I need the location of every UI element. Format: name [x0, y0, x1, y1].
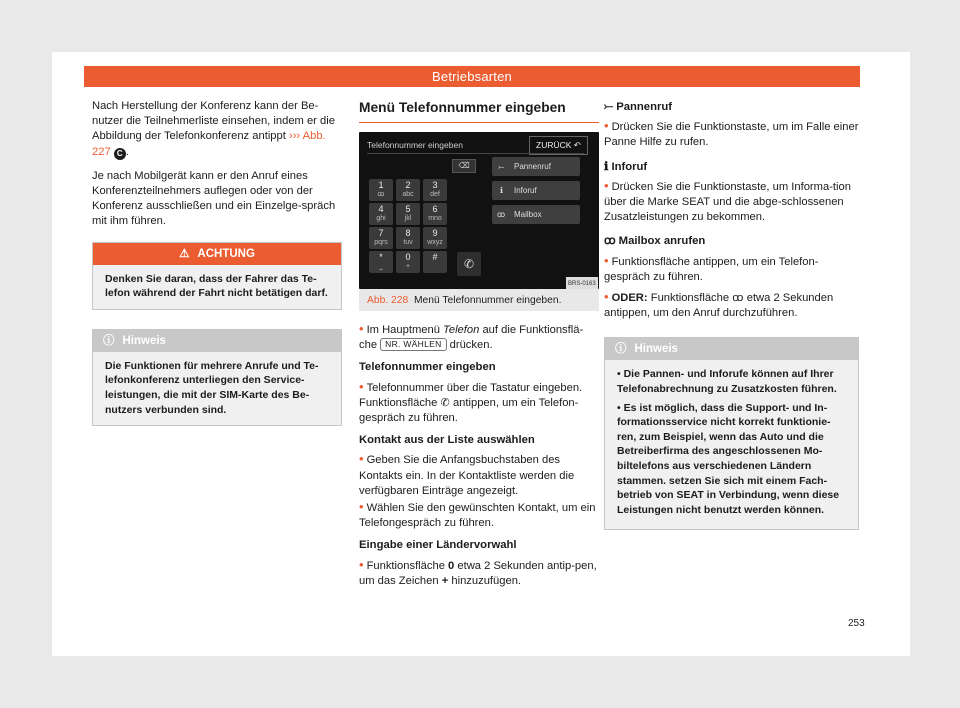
- column-left: [92, 99, 342, 426]
- inforuf-text: • Drücken Sie die Funktionstaste, um Informa-tion über die Marke SEAT und die abge-schlossenen Zusatzleistungen zu bekommen.: [604, 177, 851, 224]
- note-list: [605, 360, 858, 529]
- section-heading: Menü Telefonnummer eingeben: [359, 99, 599, 123]
- note-item: • Die Pannen- und Inforufe können auf Ihrer Telefonabrechnung zu Zusatzkosten führen.: [617, 368, 837, 396]
- keypad-key[interactable]: 8 tuv: [396, 227, 420, 249]
- key-label: NR. WÄHLEN: [380, 338, 446, 351]
- screen-title: Telefonnummer eingeben: [367, 140, 463, 150]
- note-box: [92, 329, 342, 426]
- figure-caption: Abb. 228 Menü Telefonnummer eingeben.: [359, 289, 599, 311]
- inforuf-button[interactable]: Inforuf: [492, 181, 580, 200]
- paragraph-2: Je nach Mobilgerät kann er den Anruf eines Konferenzteilnehmers auflegen oder von der Konferenz ausschließen und ein Einzelge-spräch mit ihm führen.: [92, 169, 336, 228]
- callout-circle: C: [114, 148, 126, 160]
- pannenruf-heading: ⤚ Pannenruf: [604, 101, 673, 113]
- mailbox-heading: ꝏ Mailbox anrufen: [604, 235, 706, 248]
- keypad-key[interactable]: #: [423, 251, 447, 273]
- mailbox-alt-text: • ODER: Funktionsfläche ꝏ etwa 2 Sekunden antippen, um den Anruf durchzuführen.: [604, 289, 834, 320]
- keypad-key[interactable]: 7 pqrs: [369, 227, 393, 249]
- warning-header: ⚠ ACHTUNG: [93, 243, 341, 265]
- keypad-key[interactable]: 9 wxyz: [423, 227, 447, 249]
- note-header: ⓘ Hinweis: [605, 338, 858, 360]
- note-item: • Es ist möglich, dass die Support- und In-formationsservice nicht korrekt funktionie-ren, zum Beispiel, wenn das Auto und die Betreiberfirma des angeschlossenen Mo-biltelefons aus verschiedenen Ländern stammen. setzen Sie sich mit einem Fach-betrieb von SEAT in Verbindung, wenn diese Leistungen nicht benutzt werden können.: [617, 401, 840, 516]
- figure-link[interactable]: ››› Abb. 227: [92, 130, 326, 158]
- keypad-key[interactable]: 6 mno: [423, 203, 447, 225]
- bullet-3: • Geben Sie die Anfangsbuchstaben des Kontakts ein. In der Kontaktliste werden die verfügbaren Einträge angezeigt.: [359, 451, 575, 497]
- paragraph-1: Nach Herstellung der Konferenz kann der Be-nutzer die Teilnehmerliste einsehen, indem er die Abbildung der Telefonkonferenz antippt ››› Abb. 227 C .: [92, 100, 335, 158]
- info-icon: ⓘ: [615, 343, 627, 356]
- bullet-5: • Funktionsfläche 0 etwa 2 Sekunden antip-pen, um das Zeichen + hinzuzufügen.: [359, 556, 597, 587]
- section-header: Betriebsarten: [84, 66, 860, 87]
- pannenruf-button[interactable]: Pannenruf: [492, 157, 580, 176]
- bullet-1: • Im Hauptmenü Telefon auf die Funktionsflä-che NR. WÄHLEN drücken.: [359, 321, 584, 352]
- keypad-key[interactable]: 2 abc: [396, 179, 420, 201]
- warning-icon: ⚠: [179, 247, 190, 260]
- voicemail-icon: ꝏ: [604, 235, 616, 248]
- back-button[interactable]: ZURÜCK ↶: [529, 136, 588, 155]
- subheading-1: Telefonnummer eingeben: [359, 361, 496, 374]
- keypad-key[interactable]: 4 ghi: [369, 203, 393, 225]
- warning-box: [92, 242, 342, 310]
- column-right: [604, 99, 859, 530]
- column-middle: [359, 99, 599, 589]
- keypad-key[interactable]: * ⎵: [369, 251, 393, 273]
- keypad-key[interactable]: 5 jkl: [396, 203, 420, 225]
- bullet-4: • Wählen Sie den gewünschten Kontakt, um ein Telefongespräch zu führen.: [359, 499, 596, 530]
- call-button[interactable]: ✆: [457, 252, 481, 276]
- tow-icon: ⤚: [498, 162, 505, 171]
- note-header: ⓘ Hinweis: [93, 330, 341, 352]
- voicemail-icon: ꝏ: [497, 210, 506, 219]
- note-box-right: [604, 337, 859, 530]
- voicemail-icon: ꝏ: [732, 292, 744, 305]
- mailbox-button[interactable]: Mailbox: [492, 205, 580, 224]
- figure-code: BRS-0163: [566, 277, 598, 289]
- inforuf-heading: ℹ Inforuf: [604, 160, 648, 173]
- keypad-key[interactable]: 3 def: [423, 179, 447, 201]
- subheading-2: Kontakt aus der Liste auswählen: [359, 434, 535, 447]
- figure-screen: [359, 132, 599, 289]
- subheading-3: Eingabe einer Ländervorwahl: [359, 539, 517, 552]
- keypad-key[interactable]: 0 +: [396, 251, 420, 273]
- mailbox-text: • Funktionsfläche antippen, um ein Telefon-gespräch zu führen.: [604, 252, 819, 283]
- tow-icon: ⤚: [604, 101, 614, 113]
- backspace-button[interactable]: ⌫: [452, 159, 476, 173]
- info-icon: ⓘ: [103, 334, 115, 347]
- note-text: Die Funktionen für mehrere Anrufe und Te-lefonkonferenz unterliegen den Service-leistungen, die mit der SIM-Karte des Be-nutzers verbunden sind.: [105, 359, 319, 416]
- warning-text: Denken Sie daran, dass der Fahrer das Te-lefon während der Fahrt nicht betätigen darf.: [105, 272, 328, 300]
- info-icon: ℹ: [500, 186, 504, 195]
- phone-icon: ✆: [440, 396, 450, 409]
- pannenruf-text: • Drücken Sie die Funktionstaste, um im Falle einer Panne Hilfe zu rufen.: [604, 118, 859, 149]
- page-number: 253: [848, 618, 865, 629]
- keypad-key[interactable]: 1 ꝏ: [369, 179, 393, 201]
- bullet-2: • Telefonnummer über die Tastatur eingeben. Funktionsfläche ✆ antippen, um ein Telefon-gespräch zu führen.: [359, 378, 583, 425]
- info-icon: ℹ: [604, 160, 609, 173]
